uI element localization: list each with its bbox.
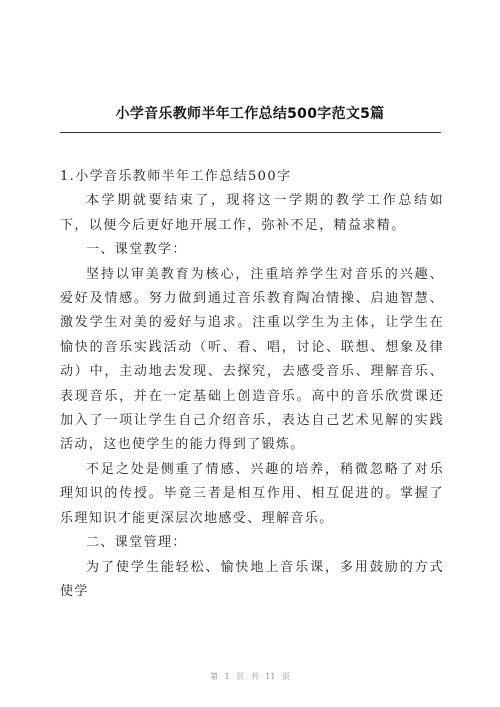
document-title: 小学音乐教师半年工作总结500字范文5篇 — [115, 106, 385, 122]
document-body — [60, 165, 444, 604]
body-paragraph: 不足之处是侧重了情感、兴趣的培养，稍微忽略了对乐理知识的传授。毕竟三者是相互作用、相互促进的。掌握了乐理知识才能更深层次地感受、理解音乐。 — [60, 461, 444, 526]
body-paragraph: 坚持以审美教育为核心，注重培养学生对音乐的兴趣、爱好及情感。努力做到通过音乐教育陶冶情操、启迪智慧、激发学生对美的爱好与追求。注重以学生为主体，让学生在愉快的音乐实践活动（听、看、唱，讨论、联想、想象及律动）中，主动地去发现、去探究，去感受音乐、理解音乐、表现音乐，并在一定基础上创造音乐。高中的音乐欣赏课还加入了一项让学生自己介绍音乐，表达自己艺术见解的实践活动，这也使学生的能力得到了锻炼。 — [60, 266, 444, 453]
subsection-heading: 一、课堂教学： — [86, 242, 187, 258]
section-heading: 1.小学音乐教师半年工作总结500字 — [60, 169, 292, 184]
subsection-heading: 二、课堂管理： — [86, 535, 187, 551]
title-divider — [60, 132, 441, 133]
body-paragraph: 本学期就要结束了，现将这一学期的教学工作总结如下，以便今后更好地开展工作，弥补不足，精益求精。 — [60, 193, 444, 233]
body-paragraph: 为了使学生能轻松、愉快地上音乐课，多用鼓励的方式使学 — [60, 559, 444, 599]
page-footer: 第 1 页 共 11 页 — [210, 672, 290, 681]
